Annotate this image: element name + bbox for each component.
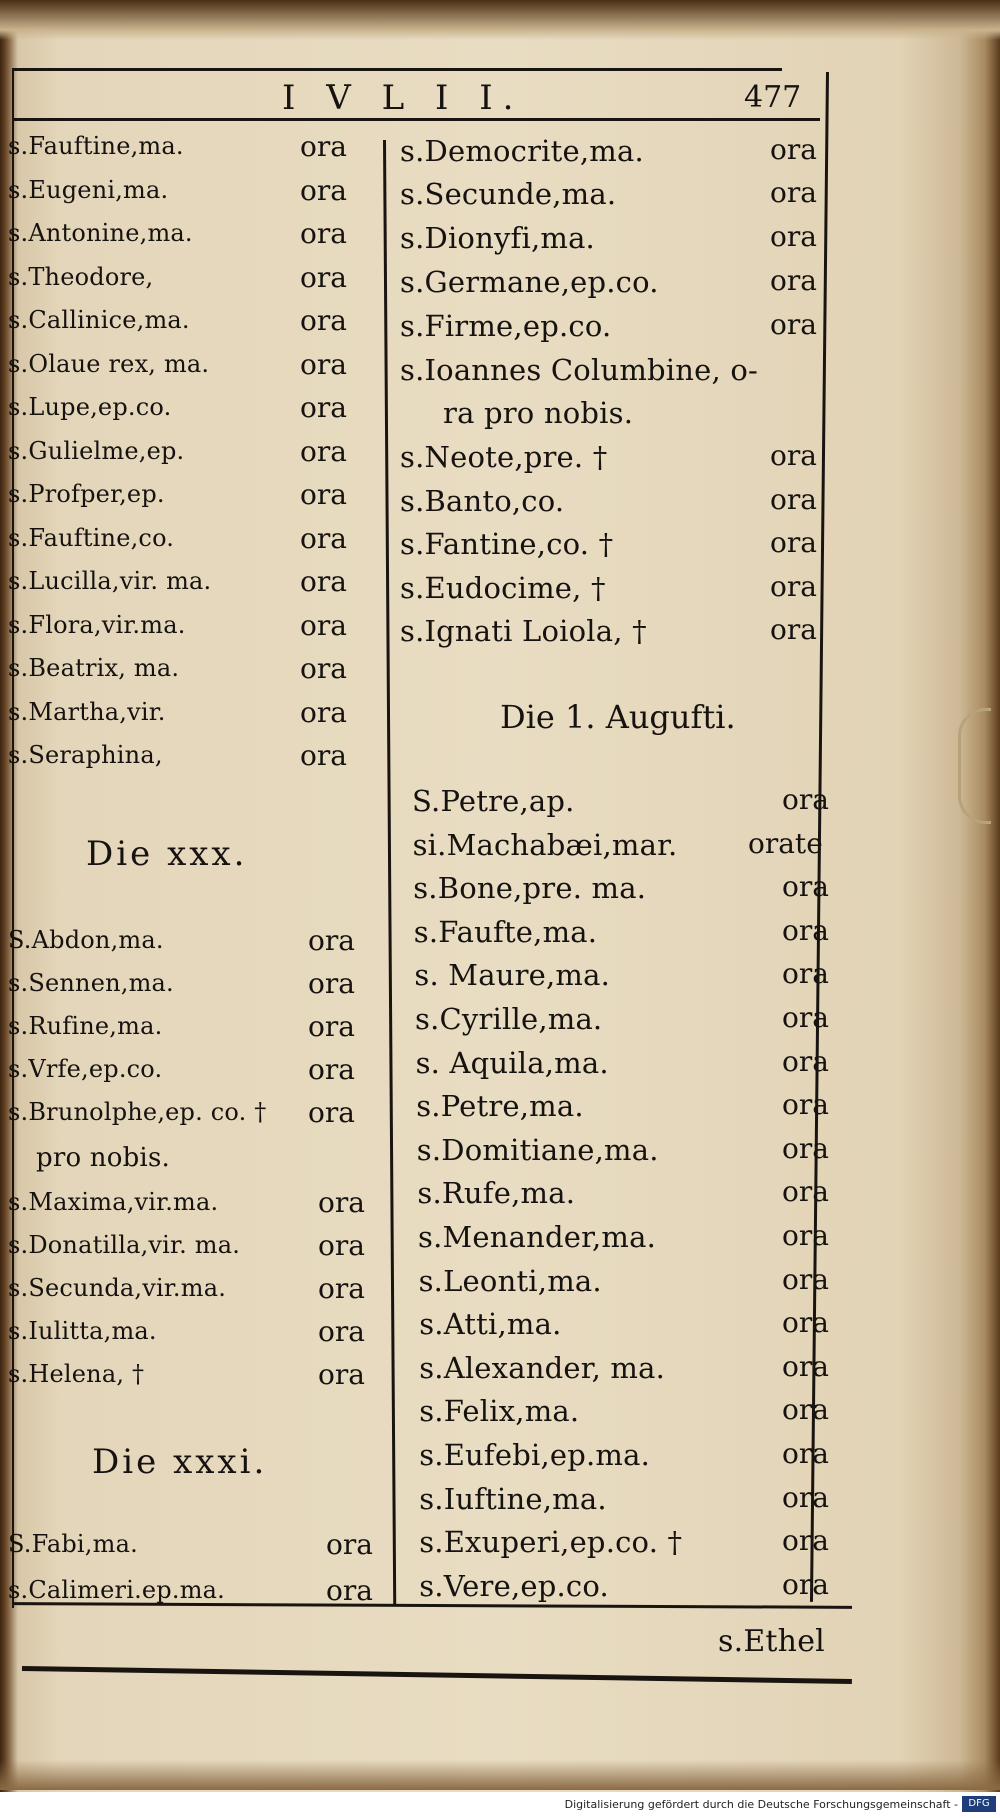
entry-response: ora	[308, 1096, 355, 1129]
entry-name: S.Fabi,ma.	[8, 1530, 138, 1558]
entry-response: ora	[770, 176, 817, 209]
entry-name: s.Neote,pre. †	[400, 440, 608, 474]
entry-response: ora	[782, 1219, 829, 1252]
entry-response: ora	[782, 1437, 829, 1470]
entry-response: ora	[770, 570, 817, 603]
entry-response: ora	[782, 1393, 829, 1427]
entry-name: s.Profper,ep.	[8, 480, 165, 508]
entry-response: ora	[300, 304, 347, 337]
entry-response: ora	[308, 1053, 355, 1086]
entry-response: ora	[782, 1001, 829, 1034]
page-bottom-shadow	[0, 1760, 1000, 1790]
heading-die-1-augusti: Die 1. Augufti.	[500, 698, 736, 736]
entry-name: s.Antonine,ma.	[8, 219, 193, 247]
entry-name: s.Rufine,ma.	[8, 1012, 163, 1040]
entry-name: s.Menander,ma.	[418, 1220, 657, 1254]
entry-name: s.Flora,vir.ma.	[8, 610, 186, 639]
entry-response: ora	[300, 652, 347, 685]
entry-response: ora	[770, 220, 817, 253]
entry-name: s.Eufebi,ep.ma.	[419, 1438, 651, 1472]
entry-name: s.Theodore,	[8, 262, 154, 291]
entry-response: ora	[782, 1044, 829, 1078]
entry-name: s.Seraphina,	[8, 741, 163, 769]
header-top-rule	[14, 68, 782, 71]
entry-response: ora	[300, 130, 347, 163]
entry-name: s.Donatilla,vir. ma.	[8, 1231, 241, 1259]
entry-response: ora	[318, 1315, 365, 1348]
entry-response: ora	[308, 967, 355, 1000]
entry-name: ra pro nobis.	[443, 396, 634, 430]
entry-response: ora	[770, 264, 817, 297]
continuation-line: pro nobis.	[36, 1143, 170, 1173]
entry-name: S.Petre,ap.	[412, 784, 575, 818]
entry-name: s.Rufe,ma.	[417, 1176, 576, 1211]
entry-response: ora	[326, 1574, 373, 1607]
entry-name: s.Sennen,ma.	[8, 969, 174, 997]
header-bottom-rule	[14, 118, 820, 121]
entry-response: ora	[300, 173, 347, 207]
entry-response: ora	[300, 391, 347, 424]
entry-name: s. Aquila,ma.	[415, 1045, 609, 1080]
entry-response: ora	[318, 1272, 365, 1305]
heading-die-xxx: Die xxx.	[86, 834, 248, 874]
entry-response: ora	[318, 1186, 365, 1219]
catchword: s.Ethel	[718, 1624, 825, 1659]
entry-name: s.Secunde,ma.	[400, 177, 617, 211]
entry-name: s.Dionyfi,ma.	[400, 221, 595, 255]
entry-response: ora	[300, 260, 347, 294]
entry-name: s.Lupe,ep.co.	[8, 393, 172, 421]
entry-name: s.Gulielme,ep.	[8, 436, 185, 465]
entry-name: s.Ignati Loiola, †	[400, 614, 647, 648]
entry-response: ora	[300, 565, 347, 598]
entry-name: s.Banto,co.	[400, 484, 565, 518]
entry-response: ora	[782, 957, 829, 991]
entry-name: s.Iuftine,ma.	[419, 1481, 607, 1516]
entry-name: s.Eugeni,ma.	[8, 175, 169, 204]
entry-response: ora	[782, 1131, 829, 1165]
entry-response: ora	[782, 1349, 829, 1383]
entry-response: ora	[770, 133, 817, 166]
entry-response: ora	[318, 1229, 365, 1262]
entry-response: ora	[300, 695, 347, 729]
entry-response: ora	[770, 526, 817, 559]
entry-response: ora	[782, 1262, 829, 1296]
entry-response: ora	[770, 483, 817, 516]
entry-name: s.Domitiane,ma.	[416, 1132, 659, 1167]
heading-die-xxxi: Die xxxi.	[92, 1442, 268, 1482]
entry-name: s.Atti,ma.	[419, 1307, 562, 1342]
entry-name: s.Vere,ep.co.	[419, 1568, 609, 1603]
entry-response: ora	[782, 1480, 829, 1514]
entry-response: ora	[782, 870, 829, 904]
entry-name: s.Callinice,ma.	[8, 306, 190, 334]
entry-response: ora	[770, 613, 817, 646]
entry-response: ora	[782, 1306, 829, 1340]
entry-response: ora	[782, 1524, 829, 1558]
entry-response: ora	[300, 478, 347, 511]
entry-response: ora	[782, 1088, 829, 1122]
entry-name: s.Iulitta,ma.	[8, 1317, 157, 1345]
digitization-footer	[0, 1792, 1000, 1818]
entry-name: s.Faufte,ma.	[413, 914, 598, 949]
entry-name: s. Maure,ma.	[414, 958, 611, 993]
entry-name: S.Abdon,ma.	[8, 926, 164, 954]
entry-name: s.Felix,ma.	[419, 1394, 580, 1429]
entry-name: s.Alexander, ma.	[419, 1350, 666, 1385]
entry-response: ora	[300, 608, 347, 642]
entry-response: ora	[300, 347, 347, 381]
entry-response: ora	[782, 913, 829, 947]
entry-name: s.Calimeri.ep.ma.	[8, 1576, 225, 1604]
page-number: 477	[744, 80, 802, 115]
entry-name: s.Lucilla,vir. ma.	[8, 567, 212, 595]
entry-response: ora	[308, 924, 355, 957]
entry-response: ora	[300, 521, 347, 555]
entry-name: s.Brunolphe,ep. co. †	[8, 1098, 267, 1126]
entry-response: ora	[782, 783, 829, 816]
footer-credit: Digitalisierung gefördert durch die Deutsche Forschungsgemeinschaft -	[564, 1798, 958, 1811]
entry-name: s.Petre,ma.	[416, 1089, 584, 1124]
page-bottom-rule	[22, 1666, 852, 1684]
entry-response: ora	[326, 1528, 373, 1561]
entry-response: ora	[770, 439, 817, 472]
entry-name: s.Martha,vir.	[8, 697, 166, 726]
entry-name: s.Ioannes Columbine, o-	[400, 353, 758, 387]
entry-name: s.Firme,ep.co.	[400, 309, 612, 343]
entry-name: si.Machabæi,mar.	[412, 827, 678, 862]
running-title: I V L I I.	[282, 78, 524, 118]
entry-response: ora	[300, 217, 347, 250]
entry-name: s.Fauftine,ma.	[8, 132, 184, 160]
entry-name: s.Vrfe,ep.co.	[8, 1055, 163, 1083]
dfg-logo: DFG	[962, 1796, 996, 1812]
entry-name: s.Maxima,vir.ma.	[8, 1188, 219, 1216]
entry-name: s.Exuperi,ep.co. †	[419, 1525, 683, 1560]
entry-response: orate	[748, 826, 823, 860]
entry-name: s.Germane,ep.co.	[400, 265, 659, 299]
entry-name: s.Bone,pre. ma.	[413, 871, 647, 906]
entry-name: s.Eudocime, †	[400, 571, 606, 605]
entry-response: ora	[318, 1358, 365, 1391]
entry-response: ora	[300, 434, 347, 468]
page-clip-mark	[958, 708, 991, 824]
entry-name: s.Cyrille,ma.	[415, 1002, 603, 1036]
entry-name: s.Helena, †	[8, 1360, 145, 1388]
entry-name: s.Fantine,co. †	[400, 527, 614, 561]
entry-response: ora	[308, 1010, 355, 1043]
entry-response: ora	[300, 739, 347, 772]
entry-name: s.Fauftine,co.	[8, 523, 175, 552]
entry-response: ora	[782, 1567, 829, 1601]
entry-response: ora	[782, 1175, 829, 1209]
column-divider	[383, 140, 396, 1605]
entry-name: s.Beatrix, ma.	[8, 654, 180, 682]
entry-name: s.Secunda,vir.ma.	[8, 1274, 227, 1302]
page-top-shadow	[0, 0, 1000, 40]
entry-name: s.Olaue rex, ma.	[8, 349, 210, 378]
entry-name: s.Leonti,ma.	[418, 1263, 602, 1298]
entry-response: ora	[770, 308, 817, 341]
entry-name: s.Democrite,ma.	[400, 134, 644, 168]
